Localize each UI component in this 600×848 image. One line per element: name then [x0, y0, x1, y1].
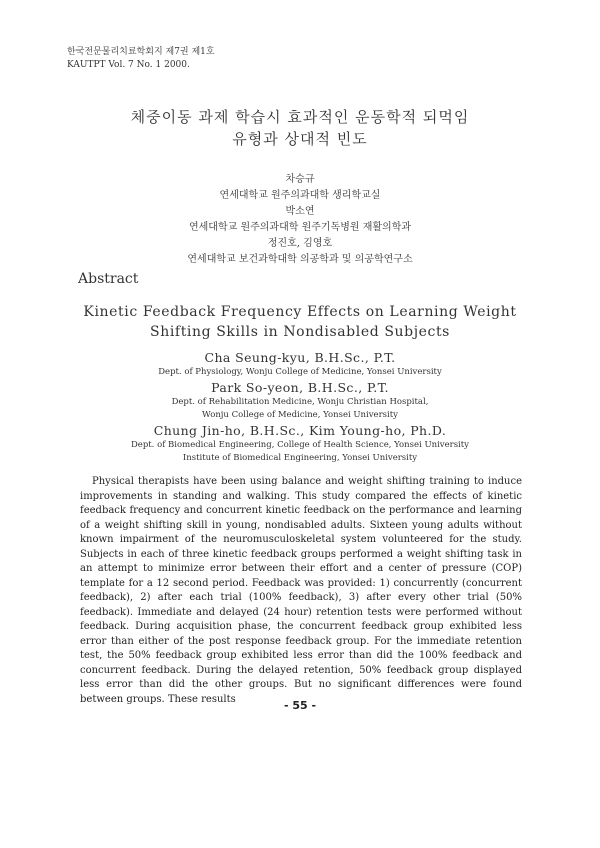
journal-volume: KAUTPT Vol. 7 No. 1 2000. — [67, 60, 190, 70]
korean-authors — [0, 172, 600, 268]
korean-title-line-2: 유형과 상대적 빈도 — [232, 130, 368, 148]
abstract-heading: Abstract — [78, 271, 139, 287]
english-affiliation-3a: Dept. of Biomedical Engineering, College of Health Science, Yonsei University — [130, 440, 469, 450]
abstract-body: Physical therapists have been using balance and weight shifting training to induce improvements in standing and walking. This study compared the effects of kinetic feedback frequency and concurrent kinetic feedback on the performance and learning of a weight shifting skill in young, nondisabled adults. Sixteen young adults without known impairment of the neuromusculoskeletal system volunteered for the study. Subjects in each of three kinetic feedback groups performed a weight shifting task in an attempt to minimize error between their effort and a center of pressure (COP) template for a 12 second period. Feedback was provided: 1) concurrently (concurrent feedback), 2) after each trial (100% feedback), 3) after every other trial (50% feedback). Immediate and delayed (24 hour) retention tests were performed without feedback. During acquisition phase, the concurrent feedback group exhibited less error than either of the post response feedback group. For the immediate retention test, the 50% feedback group exhibited less error than did the 100% feedback and concurrent feedback. During the delayed retention, 50% feedback group displayed less error than did the other groups. But no significant differences were found between groups. These results — [80, 476, 522, 705]
english-title-line-2: Shifting Skills in Nondisabled Subjects — [150, 324, 450, 340]
korean-affiliation-1: 연세대학교 원주의과대학 생리학교실 — [219, 190, 381, 201]
english-authors — [0, 349, 600, 465]
korean-affiliation-2: 연세대학교 원주의과대학 원주기독병원 재활의학과 — [188, 222, 412, 233]
english-author-1: Cha Seung-kyu, B.H.Sc., P.T. — [204, 350, 396, 365]
korean-title — [0, 106, 600, 150]
korean-title-line-1: 체중이동 과제 학습시 효과적인 운동학적 되먹임 — [130, 108, 470, 126]
journal-header — [67, 46, 215, 72]
page-number: - 55 - — [283, 699, 317, 712]
korean-affiliation-3: 연세대학교 보건과학대학 의공학과 및 의공학연구소 — [187, 254, 413, 265]
english-affiliation-2b: Wonju College of Medicine, Yonsei University — [202, 410, 398, 420]
korean-author-3: 정진호, 김영호 — [267, 238, 333, 249]
english-affiliation-3b: Institute of Biomedical Engineering, Yonsei University — [182, 453, 418, 463]
korean-author-2: 박소연 — [285, 206, 315, 217]
english-title — [0, 302, 600, 342]
english-affiliation-1: Dept. of Physiology, Wonju College of Medicine, Yonsei University — [158, 367, 442, 377]
english-author-2: Park So-yeon, B.H.Sc., P.T. — [211, 380, 389, 395]
english-affiliation-2a: Dept. of Rehabilitation Medicine, Wonju Christian Hospital, — [171, 397, 429, 407]
journal-name-ko: 한국전문물리치료학회지 제7권 제1호 — [67, 47, 215, 57]
korean-author-1: 차승규 — [285, 174, 315, 185]
english-title-line-1: Kinetic Feedback Frequency Effects on Learning Weight — [83, 304, 517, 320]
english-author-3: Chung Jin-ho, B.H.Sc., Kim Young-ho, Ph.D. — [153, 423, 447, 438]
